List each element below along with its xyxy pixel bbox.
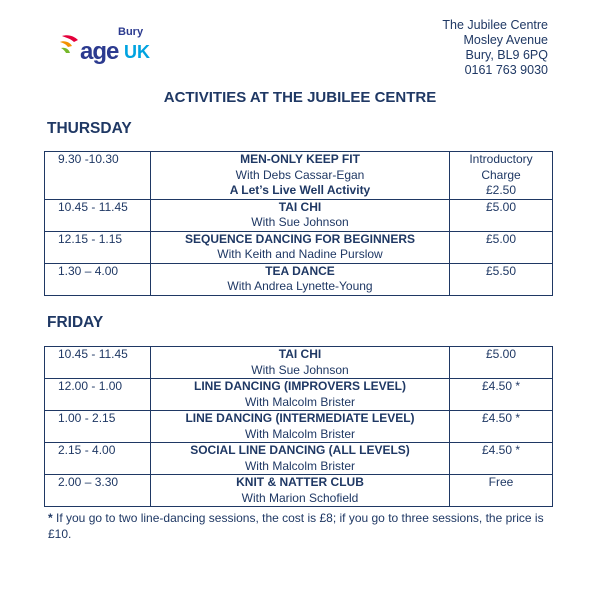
instructor: With Sue Johnson bbox=[251, 215, 349, 229]
session-time: 10.45 - 11.45 bbox=[45, 347, 151, 379]
address-line: Mosley Avenue bbox=[463, 33, 548, 47]
logo-age-text: age bbox=[80, 38, 119, 65]
footnote-star: * bbox=[48, 511, 53, 525]
table-row bbox=[45, 475, 553, 507]
thursday-table bbox=[44, 151, 553, 296]
table-row bbox=[45, 263, 553, 295]
activity-name: SOCIAL LINE DANCING (ALL LEVELS) bbox=[190, 443, 410, 457]
table-row bbox=[45, 411, 553, 443]
instructor: With Malcolm Brister bbox=[244, 426, 355, 441]
session-time: 12.15 - 1.15 bbox=[45, 231, 151, 263]
session-details bbox=[151, 263, 450, 295]
session-details bbox=[151, 443, 450, 475]
session-details bbox=[151, 347, 450, 379]
session-price: Free bbox=[450, 475, 553, 507]
session-price: £4.50 * bbox=[450, 443, 553, 475]
logo-uk-text: UK bbox=[124, 42, 150, 62]
instructor: With Keith and Nadine Purslow bbox=[217, 247, 383, 261]
session-time: 9.30 -10.30 bbox=[45, 152, 151, 200]
session-price: £5.00 bbox=[450, 199, 553, 231]
price-line: £2.50 bbox=[485, 183, 517, 197]
table-row bbox=[45, 379, 553, 411]
session-details bbox=[151, 231, 450, 263]
page-title: ACTIVITIES AT THE JUBILEE CENTRE bbox=[163, 89, 437, 106]
activity-name: TEA DANCE bbox=[265, 263, 335, 278]
instructor: With Marion Schofield bbox=[241, 490, 359, 505]
activity-name: LINE DANCING (IMPROVERS LEVEL) bbox=[193, 379, 406, 393]
session-time: 2.15 - 4.00 bbox=[45, 443, 151, 475]
session-details bbox=[151, 411, 450, 443]
session-time: 12.00 - 1.00 bbox=[45, 379, 151, 411]
activity-name: KNIT & NATTER CLUB bbox=[236, 475, 364, 489]
session-price bbox=[450, 152, 553, 200]
table-row bbox=[45, 199, 553, 231]
session-time: 2.00 – 3.30 bbox=[45, 475, 151, 507]
footnote-text: If you go to two line-dancing sessions, the cost is £8; if you go to three sessions, the price is £10. bbox=[48, 511, 544, 541]
address-line: The Jubilee Centre bbox=[442, 18, 548, 32]
table-row bbox=[45, 152, 553, 200]
session-time: 1.00 - 2.15 bbox=[45, 411, 151, 443]
instructor: With Malcolm Brister bbox=[244, 458, 355, 473]
session-details bbox=[151, 152, 450, 200]
session-price: £5.50 bbox=[450, 263, 553, 295]
activity-name: LINE DANCING (INTERMEDIATE LEVEL) bbox=[185, 411, 415, 425]
session-price: £4.50 * bbox=[450, 379, 553, 411]
session-price: £5.00 bbox=[450, 347, 553, 379]
instructor: With Debs Cassar-Egan bbox=[235, 167, 365, 182]
footnote bbox=[48, 510, 558, 542]
session-details bbox=[151, 199, 450, 231]
table-row bbox=[45, 347, 553, 379]
session-time: 10.45 - 11.45 bbox=[45, 199, 151, 231]
friday-heading: FRIDAY bbox=[47, 314, 104, 331]
centre-address bbox=[442, 18, 548, 78]
logo-bury-text: Bury bbox=[118, 26, 144, 38]
session-details bbox=[151, 475, 450, 507]
age-uk-bury-logo bbox=[58, 24, 158, 68]
session-time: 1.30 – 4.00 bbox=[45, 263, 151, 295]
session-price: £5.00 bbox=[450, 231, 553, 263]
table-row bbox=[45, 443, 553, 475]
activity-name: TAI CHI bbox=[278, 199, 322, 214]
price-line: Introductory bbox=[469, 152, 533, 166]
activity-name: TAI CHI bbox=[278, 347, 322, 361]
friday-table bbox=[44, 346, 553, 507]
address-phone: 0161 763 9030 bbox=[464, 63, 548, 77]
address-line: Bury, BL9 6PQ bbox=[465, 48, 548, 62]
instructor: With Sue Johnson bbox=[251, 362, 349, 377]
activity-name: MEN-ONLY KEEP FIT bbox=[240, 152, 360, 166]
thursday-heading: THURSDAY bbox=[47, 120, 132, 137]
price-line: Charge bbox=[481, 167, 521, 182]
activity-name: SEQUENCE DANCING FOR BEGINNERS bbox=[184, 231, 416, 246]
instructor: With Malcolm Brister bbox=[244, 394, 355, 409]
instructor: With Andrea Lynette-Young bbox=[227, 279, 373, 293]
session-price: £4.50 * bbox=[450, 411, 553, 443]
session-details bbox=[151, 379, 450, 411]
table-row bbox=[45, 231, 553, 263]
activity-note: A Let’s Live Well Activity bbox=[229, 183, 371, 197]
